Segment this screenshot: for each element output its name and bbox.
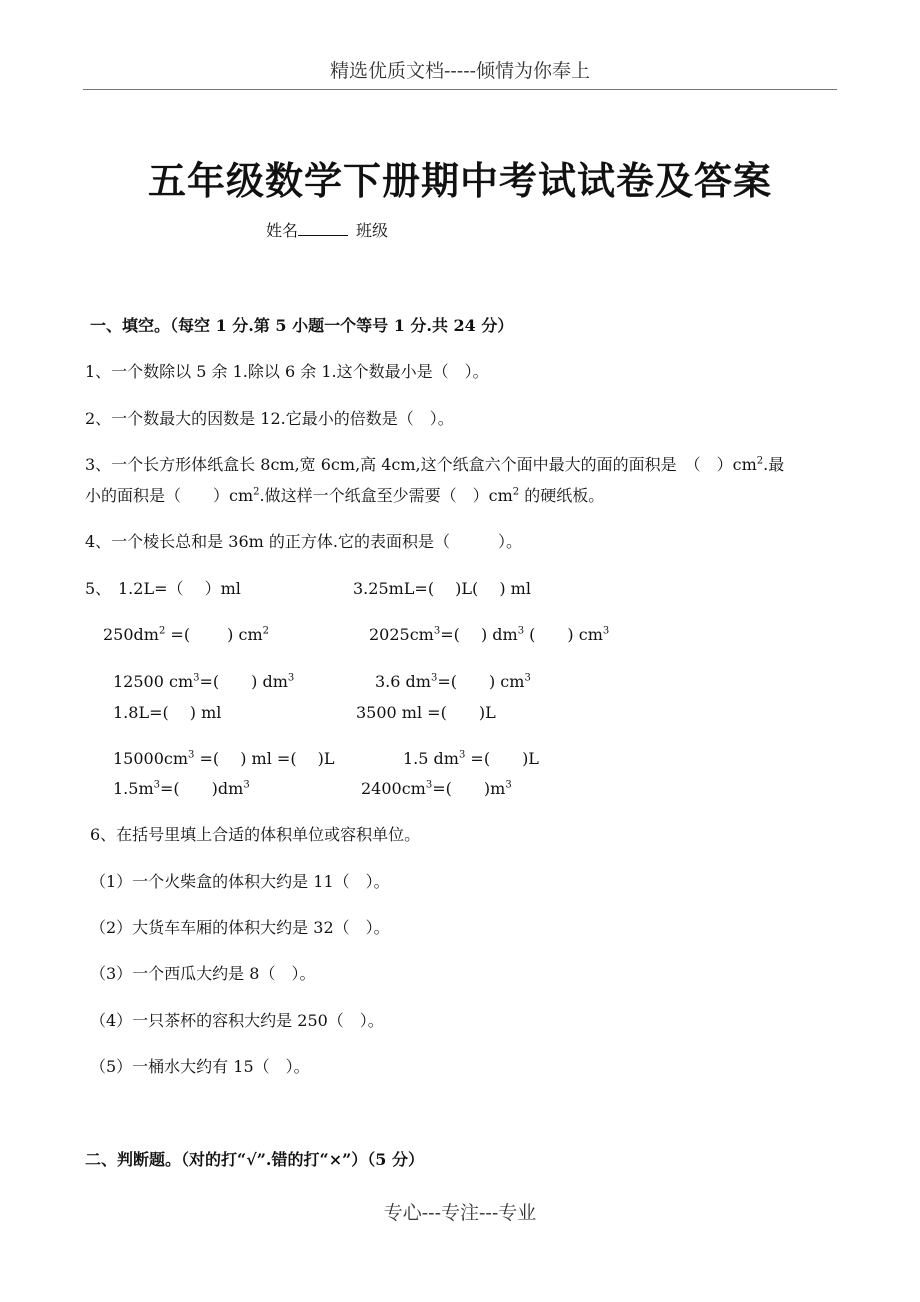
name-label: 姓名 xyxy=(266,221,299,240)
superscript: 3 xyxy=(433,625,441,637)
conversion-item xyxy=(103,622,269,645)
q3-text: .最 xyxy=(763,455,785,474)
question-5-number: 5、 xyxy=(85,579,112,598)
conversion-text: =( )dm xyxy=(160,779,244,798)
q3-text: 3、一个长方形体纸盒长 8cm,宽 6cm,高 4cm,这个纸盒六个面中最大的面的面积是 （ ）cm xyxy=(85,455,757,474)
superscript: 3 xyxy=(425,779,433,791)
question-6-item: （1）一个火柴盒的体积大约是 11（ ）。 xyxy=(90,872,390,891)
superscript: 3 xyxy=(517,625,525,637)
section-2-heading: 二、判断题。（对的打“√”.错的打“×”）（5 分） xyxy=(85,1150,425,1169)
conversion-text: 1.5m xyxy=(113,779,154,798)
q3-text: 的硬纸板。 xyxy=(519,486,605,505)
document-title: 五年级数学下册期中考试试卷及答案 xyxy=(147,158,772,203)
student-info-line xyxy=(266,218,388,241)
superscript: 2 xyxy=(253,486,260,498)
superscript: 2 xyxy=(262,625,269,637)
q3-text: .做这样一个纸盒至少需要（ ）cm xyxy=(259,486,513,505)
question-1: 1、一个数除以 5 余 1.除以 6 余 1.这个数最小是（ ）。 xyxy=(85,362,489,381)
conversion-text: =( )L xyxy=(465,749,539,768)
superscript: 2 xyxy=(756,455,764,467)
conversion-text: 3.6 dm xyxy=(375,672,431,691)
class-label: 班级 xyxy=(356,221,389,240)
conversion-item xyxy=(403,746,539,769)
conversion-text: 12500 cm xyxy=(113,672,194,691)
superscript: 3 xyxy=(524,672,531,684)
superscript: 3 xyxy=(430,672,438,684)
conversion-text: 250dm xyxy=(103,625,159,644)
conversion-item: 1.8L=( ) ml xyxy=(113,703,222,722)
superscript: 3 xyxy=(153,779,160,791)
question-4: 4、一个棱长总和是 36m 的正方体.它的表面积是（ ）。 xyxy=(85,532,522,551)
page-footer: 专心---专注---专业 xyxy=(383,1202,537,1224)
question-2: 2、一个数最大的因数是 12.它最小的倍数是（ ）。 xyxy=(85,409,454,428)
question-6-item: （2）大货车车厢的体积大约是 32（ ）。 xyxy=(90,918,390,937)
conversion-text: ( ) cm xyxy=(524,625,603,644)
conversion-item xyxy=(113,669,294,692)
conversion-text: 2400cm xyxy=(361,779,426,798)
superscript: 3 xyxy=(193,672,200,684)
page-header: 精选优质文档-----倾情为你奉上 xyxy=(329,60,591,82)
conversion-item xyxy=(113,746,335,769)
conversion-text: =( ) dm xyxy=(199,672,288,691)
name-blank xyxy=(298,221,348,236)
conversion-item xyxy=(369,622,609,645)
superscript: 3 xyxy=(243,779,250,791)
superscript: 3 xyxy=(188,749,195,761)
superscript: 3 xyxy=(602,625,610,637)
conversion-text: =( ) dm xyxy=(440,625,518,644)
conversion-text: 15000cm xyxy=(113,749,189,768)
superscript: 2 xyxy=(158,625,166,637)
superscript: 3 xyxy=(505,779,512,791)
conversion-item xyxy=(375,669,531,692)
conversion-item xyxy=(113,776,250,799)
superscript: 2 xyxy=(512,486,520,498)
conversion-text: =( )m xyxy=(432,779,506,798)
conversion-item: 3.25mL=( )L( ) ml xyxy=(353,579,531,598)
conversion-text: 2025cm xyxy=(369,625,434,644)
superscript: 3 xyxy=(458,749,466,761)
question-3-line-1 xyxy=(85,452,784,475)
header-divider xyxy=(83,89,837,90)
conversion-text: =( ) cm xyxy=(165,625,263,644)
q3-text: 小的面积是（ ）cm xyxy=(85,486,254,505)
question-6-item: （5）一桶水大约有 15（ ）。 xyxy=(90,1057,310,1076)
conversion-text: 1.5 dm xyxy=(403,749,459,768)
question-6: 6、在括号里填上合适的体积单位或容积单位。 xyxy=(90,825,421,844)
conversion-text: =( ) cm xyxy=(437,672,525,691)
question-3-line-2 xyxy=(85,483,604,506)
question-6-item: （4）一只茶杯的容积大约是 250（ ）。 xyxy=(90,1011,384,1030)
superscript: 3 xyxy=(287,672,295,684)
conversion-text: =( ) ml =( )L xyxy=(194,749,335,768)
question-6-item: （3）一个西瓜大约是 8（ ）。 xyxy=(90,964,316,983)
section-1-heading: 一、填空。（每空 1 分.第 5 小题一个等号 1 分.共 24 分） xyxy=(90,316,514,335)
conversion-item xyxy=(361,776,512,799)
conversion-item: 1.2L=（ ）ml xyxy=(118,579,241,598)
conversion-item: 3500 ml =( )L xyxy=(356,703,496,722)
